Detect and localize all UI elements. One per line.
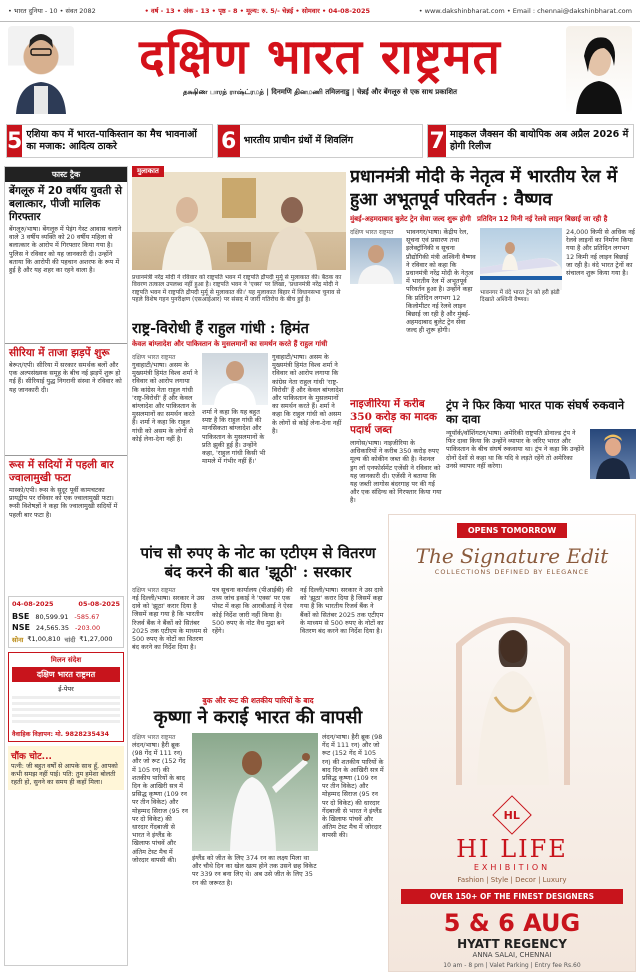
- meeting-photo: [132, 172, 346, 270]
- meta-strip: [0, 0, 640, 22]
- nse-label: NSE: [12, 623, 30, 632]
- market-date-2: 05-08-2025: [78, 600, 120, 608]
- ad-logo: [492, 795, 532, 835]
- nigeria-body: लागोस/भाषा। नाइजीरिया के अधिकारियों ने करीब 350 करोड़ रुपए मूल्य की कोकीन जब्त की है। नेशनल ड्रग लॉ एनफोर्समेंट एजेंसी ने रविवार को यह जानकारी दी। एजेंसी ने बताया कि यह जब्ती लागोस बंदरगाह पर की गई और एक संदिग्ध को गिरफ्तार किया गया है।: [350, 439, 442, 505]
- ad-time: 10 am - 8 pm | Valet Parking | Entry fee Rs.60: [443, 962, 581, 969]
- krishna-body: लंदन/भाषा। हैरी ब्रूक (98 गेंद में 111 रन) और जो रूट (152 गेंद में 105 रन) की शतकीय पारियों के बाद दिन के आखिरी सत्र में प्रसिद्ध कृष्णा (109 रन पर तीन विकेट) और मोहम्मद सिराज (95 रन पर दो विकेट) की धारदार गेंदबाजी से भारत ने इंग्लैंड के खिलाफ पांचवें और अंतिम टेस्ट मैच में जोरदार वापसी की।: [132, 741, 188, 864]
- krishna-story: [132, 696, 384, 972]
- left-story-title[interactable]: रूस में सदियों में पहली बार ज्वालामुखी फटा: [9, 459, 114, 484]
- hi-life-advertisement[interactable]: [388, 514, 636, 972]
- masthead-tagline: தக்ஷிண பாரத் ராஷ்ட்ரமத் | दिनमणि தினமணி तमिलनाडु | चेन्नई और बेंगलूरु से एक साथ प्रकाशित: [183, 88, 457, 96]
- bse-change: -585.67: [74, 612, 100, 621]
- ad-subtag: COLLECTIONS DEFINED BY ELEGANCE: [434, 568, 590, 576]
- teaser-page-number: 6: [218, 125, 240, 157]
- gold-value: ₹1,00,810: [27, 635, 61, 643]
- silver-value: ₹1,27,000: [79, 635, 113, 643]
- krishna-body-3: लंदन/भाषा। हैरी ब्रूक (98 गेंद में 111 रन) और जो रूट (152 गेंद में 105 रन) की शतकीय पारियों के बाद दिन के आखिरी सत्र में प्रसिद्ध कृष्णा (109 रन पर तीन विकेट) और मोहम्मद सिराज (95 रन पर दो विकेट) की धारदार गेंदबाजी से भारत ने इंग्लैंड के खिलाफ पांचवें और अंतिम टेस्ट मैच में जोरदार वापसी की।: [322, 733, 384, 840]
- photo-story-label: मुलाकात: [132, 166, 164, 177]
- ad-brand: HI LIFE: [456, 835, 568, 863]
- trump-story: [446, 398, 636, 510]
- left-story-title[interactable]: सीरिया में ताजा झड़पें शुरू: [9, 347, 110, 359]
- epaper-box[interactable]: [8, 652, 124, 742]
- epaper-title: दक्षिण भारत राष्ट्रमत: [12, 667, 120, 682]
- lead-body-2: 24,000 किमी से अधिक नई रेलवे लाइनों का निर्माण किया गया है और प्रतिदिन लगभग 12 किमी नई लाइन बिछाई जा रही है। वंदे भारत ट्रेनों का संचालन शुरू किया गया है।: [566, 228, 635, 278]
- epaper-thumbnail: [12, 696, 120, 726]
- masthead: [0, 22, 640, 120]
- teaser-item[interactable]: [217, 124, 424, 158]
- ad-exhibition: EXHIBITION: [473, 863, 551, 872]
- lead-bullet: मुंबई-अहमदाबाद बुलेट ट्रेन सेवा जल्द शुरू होगी: [350, 215, 471, 223]
- person-icon: [202, 353, 268, 405]
- ad-venue: HYATT REGENCY: [457, 937, 567, 951]
- teaser-text: एशिया कप में भारत-पाकिस्तान का मैच भावनाओं का मजाक: आदित्य ठाकरे: [26, 129, 197, 152]
- meta-right: • www.dakshinbharat.com • Email : chennai@dakshinbharat.com: [418, 6, 632, 15]
- person-photo-right: [566, 26, 632, 114]
- notes-byline: दक्षिण भारत राष्ट्रमत: [132, 587, 176, 594]
- photo-story-caption: प्रधानमंत्री नरेंद्र मोदी ने रविवार को राष्ट्रपति भवन में राष्ट्रपति द्रौपदी मुर्मू से मुलाकात की। बैठक का विवरण तत्काल उपलब्ध नहीं हुआ है। राष्ट्रपति भवन ने 'एक्स' पर लिखा, 'प्रधानमंत्री नरेंद्र मोदी ने राष्ट्रपति भवन में राष्ट्रपति द्रौपदी मुर्मू से मुलाकात की।' यह मुलाकात बिहार में विधानसभा चुनाव से पहले विशेष गहन पुनरीक्षण (एसआईआर) पर संसद में जारी गतिरोध के बीच हुई है।: [132, 274, 342, 304]
- teaser-page-number: 7: [428, 125, 446, 157]
- nse-value: 24,565.35: [35, 623, 70, 632]
- notes-body: नई दिल्ली/भाषा। सरकार ने उस दावे को 'झूठा' करार दिया है जिसमें कहा गया है कि भारतीय रिजर्व बैंक ने बैंकों को सितंबर 2025 तक एटीएम के माध्यम से 500 रुपए के नोटों का वितरण बंद करने का निर्देश दिया है।: [132, 594, 208, 652]
- joke-box: [8, 746, 124, 790]
- lead-headline[interactable]: प्रधानमंत्री मोदी के नेतृत्व में भारतीय रेल में हुआ अभूतपूर्व परिवर्तन : वैष्णव: [350, 167, 618, 210]
- nse-change: -203.00: [75, 623, 101, 632]
- ad-model-illustration: [449, 605, 577, 785]
- newspaper-title: दक्षिण भारत राष्ट्रमत: [139, 29, 501, 85]
- singer-silhouette-icon: [566, 26, 632, 114]
- market-date-1: 04-08-2025: [12, 600, 54, 608]
- minister-photo: [350, 238, 402, 284]
- nigeria-headline[interactable]: नाइजीरिया में करीब 350 करोड़ का मादक पदार्थ जब्त: [350, 398, 438, 436]
- silver-label: चांदी: [64, 636, 76, 644]
- notes-body-3: नई दिल्ली/भाषा। सरकार ने उस दावे को 'झूठा' करार दिया है जिसमें कहा गया है कि भारतीय रिजर्व बैंक ने बैंकों को सितंबर 2025 तक एटीएम के माध्यम से 500 रुपए के नोटों का वितरण बंद करने का निर्देश दिया है।: [300, 586, 384, 636]
- krishna-body-2: इंग्लैंड को जीत के लिए 374 रन का लक्ष्य मिला था और चौथे दिन का खेल खत्म होने तक उसने छह विकेट पर 339 रन बना लिए थे। अब उसे जीत के लिए 35 रन की जरूरत है।: [192, 854, 317, 887]
- left-story-body: बेरूत/एपी। सीरिया में सरकार समर्थक बलों और एक अल्पसंख्यक समूह के बीच नई झड़पें शुरू हो गई हैं। सीरियाई युद्ध निगरानी संस्था ने रविवार को यह जानकारी दी।: [9, 361, 122, 394]
- market-box: [8, 596, 124, 648]
- ad-opens-tag: OPENS TOMORROW: [457, 523, 567, 538]
- rahul-body-3: गुवाहाटी/भाषा। असम के मुख्यमंत्री हिमंत विश्व शर्मा ने रविवार को आरोप लगाया कि कांग्रेस नेता राहुल गांधी 'राष्ट्र-विरोधी' हैं और केवल बांग्लादेश और पाकिस्तान के मुसलमानों का समर्थन करते हैं। शर्मा ने कहा कि राहुल गांधी को असम के लोगों से कोई लेना-देना नहीं है।: [272, 353, 344, 435]
- lead-body: भावनगर/भाषा। केंद्रीय रेल, सूचना एवं प्रसारण तथा इलेक्ट्रॉनिकी व सूचना प्रौद्योगिकी मंत्री अश्विनी वैष्णव ने रविवार को कहा कि प्रधानमंत्री नरेंद्र मोदी के नेतृत्व में भारतीय रेल में अभूतपूर्व परिवर्तन हुआ है। उन्होंने कहा कि प्रतिदिन लगभग 12 किलोमीटर नई रेलवे लाइन बिछाई जा रही है और मुंबई-अहमदाबाद बुलेट ट्रेन सेवा जल्द ही शुरू होगी।: [406, 228, 476, 335]
- bse-label: BSE: [12, 612, 30, 621]
- krishna-kicker: बुक और रूट की शतकीय पारियों के बाद: [202, 696, 314, 705]
- lead-photo-caption: भावनगर में वंदे भारत ट्रेन को हरी झंडी दिखाते अश्विनी वैष्णव।: [480, 290, 560, 303]
- left-story-body: बेंगलूरु/भाषा। बेंगलूरु में पेइंग गेस्ट आवास चलाने वाले 3 वर्षीय व्यक्ति को 20 वर्षीय महिला से बलात्कार के आरोप में गिरफ्तार किया गया है। पुलिस ने रविवार को यह जानकारी दी। उन्होंने बताया कि आरोपी की पहचान अशरफ के रूप में हुई है और यह शहर का रहने वाला है।: [9, 225, 122, 275]
- notes-headline[interactable]: पांच सौ रुपए के नोट का एटीएम से वितरण बंद करने की बात 'झूठी' : सरकार: [140, 544, 376, 581]
- joke-title: चौंक चोट...: [11, 752, 52, 762]
- epaper-caption: मिलन संदेश: [50, 656, 82, 664]
- person-icon: [350, 238, 402, 284]
- rahul-byline: दक्षिण भारत राष्ट्रमत: [132, 354, 176, 361]
- epaper-label: ई-पेपर: [58, 685, 74, 693]
- ad-city: ANNA SALAI, CHENNAI: [472, 951, 552, 959]
- cricketer-icon: [192, 733, 318, 851]
- notes-body-2: पत्र सूचना कार्यालय (पीआईबी) की तथ्य जांच इकाई ने 'एक्स' पर एक पोस्ट में कहा कि आरबीआई ने ऐसा कोई निर्देश जारी नहीं किया है। 500 रुपए के नोट वैध मुद्रा बने रहेंगे।: [212, 586, 293, 636]
- epaper-contact: वैवाहिक विज्ञापन: मो. 9828235434: [12, 731, 110, 738]
- teaser-item[interactable]: [6, 124, 213, 158]
- lead-story: [350, 166, 636, 396]
- left-column: [4, 166, 128, 966]
- cricketer-photo: [192, 733, 318, 851]
- trump-photo: [590, 429, 636, 479]
- teaser-page-number: 5: [7, 125, 22, 157]
- teaser-text: माइकल जैक्सन की बायोपिक अब अप्रैल 2026 में होगी रिलीज: [450, 129, 629, 152]
- ad-dates: 5 & 6 AUG: [443, 909, 581, 937]
- gold-label: सोना: [12, 636, 24, 644]
- person-photo-left: [8, 26, 74, 114]
- train-icon: [480, 228, 562, 290]
- krishna-byline: दक्षिण भारत राष्ट्रमत: [132, 734, 176, 741]
- trump-body: न्यूयॉर्क/वॉशिंगटन/भाषा। अमेरिकी राष्ट्रपति डोनाल्ड ट्रंप ने फिर दावा किया कि उन्होंने व्यापार के जरिए भारत और पाकिस्तान के बीच संघर्ष रुकवाया था। ट्रंप ने कहा कि उन्होंने दोनों देशों से कहा था कि यदि वे लड़ते रहेंगे तो अमेरिका उनसे व्यापार नहीं करेगा।: [446, 429, 584, 470]
- trump-headline[interactable]: ट्रंप ने फिर किया भारत पाक संघर्ष रुकवाने का दावा: [446, 398, 625, 426]
- lead-bullet: प्रतिदिन 12 मिनी नई रेलवे लाइन बिछाई जा रही है: [477, 215, 608, 223]
- left-story-title[interactable]: बेंगलूरु में 20 वर्षीय युवती से बलात्कार, पीजी मालिक गिरफ्तार: [9, 185, 122, 223]
- rahul-headline[interactable]: राष्ट्र-विरोधी हैं राहुल गांधी : हिमंत: [132, 320, 309, 337]
- meta-left: • भारत दुनिया - 10 • संवत 2082: [8, 7, 96, 15]
- person-silhouette-icon: [8, 26, 74, 114]
- ad-script-title: The Signature Edit: [415, 544, 609, 568]
- photo-story: [132, 166, 346, 316]
- rahul-story: [132, 320, 346, 540]
- meeting-scene-icon: [132, 172, 346, 270]
- krishna-headline[interactable]: कृष्णा ने कराई भारत की वापसी: [153, 707, 363, 728]
- ad-categories: Fashion | Style | Decor | Luxury: [457, 876, 567, 884]
- teaser-strip: [0, 124, 640, 160]
- himanta-photo: [202, 353, 268, 405]
- fast-track-header: फास्ट ट्रैक: [5, 167, 127, 182]
- person-icon: [590, 429, 636, 479]
- ad-designers: OVER 150+ OF THE FINEST DESIGNERS: [401, 889, 623, 904]
- meta-middle: • वर्ष - 13 • अंक - 13 • पृष्ठ - 8 • मूल्य: रु. 5/- चेन्नई • सोमवार • 04-08-2025: [144, 7, 371, 15]
- ad-logo-text: HL: [503, 808, 521, 822]
- lead-byline: दक्षिण भारत राष्ट्रमत: [350, 229, 394, 236]
- teaser-item[interactable]: [427, 124, 634, 158]
- joke-body: पत्नी: जी बहुत वर्षों से आपके साथ हूँ, आपको कभी समझ नहीं पाई। पति: तुम हमेशा बोलती रहती हो, सुनने का समय ही कहाँ मिला।: [11, 762, 118, 787]
- model-icon: [449, 605, 577, 785]
- notes-story: [132, 544, 384, 692]
- rahul-subheadline: केवल बांग्लादेश और पाकिस्तान के मुसलमानों का समर्थन करते हैं राहुल गांधी: [132, 340, 328, 348]
- left-story-body: मास्को/एपी। रूस के सुदूर पूर्वी कामचटका प्रायद्वीप पर रविवार को एक ज्वालामुखी फटा। रूसी विशेषज्ञों ने कहा कि ज्वालामुखी सदियों में पहली बार फटा है।: [9, 486, 118, 519]
- bse-value: 80,599.91: [35, 612, 69, 621]
- rahul-body-2: शर्मा ने कहा कि यह बहुत स्पष्ट है कि राहुल गांधी की मानसिकता बांग्लादेश और पाकिस्तान के मुसलमानों के प्रति झुकी हुई है। उन्होंने कहा, 'राहुल गांधी किसी भी मामले में गंभीर नहीं हैं।': [202, 408, 266, 466]
- rahul-body: गुवाहाटी/भाषा। असम के मुख्यमंत्री हिमंत विश्व शर्मा ने रविवार को आरोप लगाया कि कांग्रेस नेता राहुल गांधी 'राष्ट्र-विरोधी' हैं और केवल बांग्लादेश और पाकिस्तान के मुसलमानों का समर्थन करते हैं। शर्मा ने कहा कि राहुल गांधी को असम के लोगों से कोई लेना-देना नहीं है।: [132, 361, 198, 443]
- train-photo: [480, 228, 562, 290]
- teaser-text: भारतीय प्राचीन ग्रंथों में शिवलिंग: [243, 135, 353, 146]
